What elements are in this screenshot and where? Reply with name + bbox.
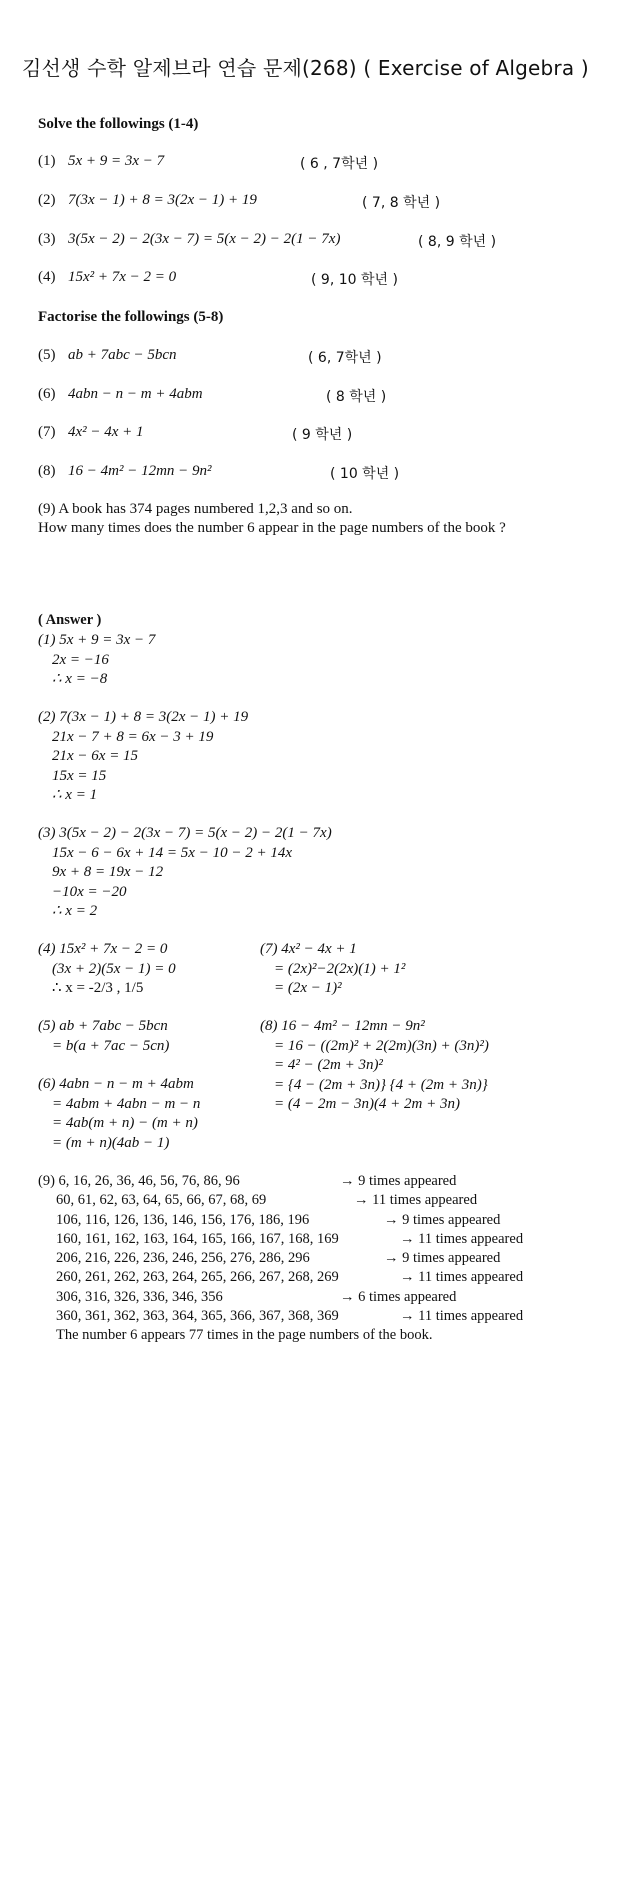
page-number-list: (9) 6, 16, 26, 36, 46, 56, 76, 86, 96 — [38, 1173, 240, 1189]
solve-heading: Solve the followings (1-4) — [38, 116, 199, 132]
answer-line: = (2x)²−2(2x)(1) + 1² — [274, 960, 406, 977]
count-row — [38, 1268, 524, 1287]
page-number-list: 206, 216, 226, 236, 246, 256, 276, 286, 296 — [56, 1250, 310, 1267]
problem-number: (8) — [38, 463, 56, 479]
answer-1 — [38, 631, 155, 690]
answer-line: (2) 7(3x − 1) + 8 = 3(2x − 1) + 19 — [38, 709, 249, 725]
answer-line: (1) 5x + 9 = 3x − 7 — [38, 632, 156, 648]
grade-level: ( 8, 9 학년 ) — [418, 234, 497, 250]
problem-3 — [38, 231, 598, 253]
answer-line: (4) 15x² + 7x − 2 = 0 — [38, 941, 168, 957]
answer-8 — [260, 1017, 489, 1115]
answer-line: (3x + 2)(5x − 1) = 0 — [52, 960, 176, 977]
count-result: → 11 times appeared — [400, 1269, 524, 1286]
answer-line: = (m + n)(4ab − 1) — [52, 1134, 170, 1151]
factor-heading: Factorise the followings (5-8) — [38, 309, 224, 325]
count-result: → 6 times appeared — [340, 1288, 457, 1305]
count-row — [38, 1230, 524, 1249]
problem-expression: 7(3x − 1) + 8 = 3(2x − 1) + 19 — [68, 192, 257, 208]
problem-9-line-2: How many times does the number 6 appear in the page numbers of the book ? — [38, 520, 506, 536]
problem-number: (4) — [38, 269, 56, 285]
answer-line: = b(a + 7ac − 5cn) — [52, 1037, 170, 1054]
grade-level: ( 7, 8 학년 ) — [362, 195, 441, 211]
problem-expression: 15x² + 7x − 2 = 0 — [68, 269, 177, 285]
problem-expression: 16 − 4m² − 12mn − 9n² — [68, 463, 212, 479]
grade-level: ( 9 학년 ) — [292, 427, 353, 443]
answer-line: = {4 − (2m + 3n)} {4 + (2m + 3n)} — [274, 1076, 488, 1093]
answer-line: 15x − 6 − 6x + 14 = 5x − 10 − 2 + 14x — [52, 844, 292, 861]
count-result: → 9 times appeared — [384, 1211, 501, 1228]
answer-line: = (2x − 1)² — [274, 980, 342, 996]
answer-line: 21x − 6x = 15 — [52, 748, 139, 764]
answer-2 — [38, 708, 248, 806]
problem-expression: ab + 7abc − 5bcn — [68, 347, 177, 363]
problem-5 — [38, 347, 598, 369]
page-number-list: 306, 316, 326, 336, 346, 356 — [56, 1288, 223, 1305]
grade-level: ( 8 학년 ) — [326, 389, 387, 405]
count-row — [38, 1307, 524, 1326]
answer-heading: ( Answer ) — [38, 612, 102, 628]
answer-6 — [38, 1075, 200, 1153]
problem-6 — [38, 386, 598, 408]
problem-7 — [38, 424, 598, 446]
answer-line: ∴ x = 2 — [52, 903, 98, 919]
answer-line: (5) ab + 7abc − 5bcn — [38, 1018, 168, 1034]
count-result: → 9 times appeared — [340, 1173, 457, 1189]
answer-9 — [38, 1172, 524, 1346]
answer-line: = 4² − (2m + 3n)² — [274, 1057, 383, 1073]
answer-line: 2x = −16 — [52, 651, 109, 668]
answer-line: = (4 − 2m − 3n)(4 + 2m + 3n) — [274, 1096, 461, 1112]
problem-number: (3) — [38, 231, 56, 247]
problem-number: (2) — [38, 192, 56, 208]
problem-number: (5) — [38, 347, 56, 363]
problem-2 — [38, 192, 598, 214]
answer-line: (3) 3(5x − 2) − 2(3x − 7) = 5(x − 2) − 2(1 − 7x) — [38, 825, 332, 841]
count-result: → 11 times appeared — [400, 1308, 524, 1325]
count-row — [38, 1288, 457, 1307]
answer-line: = 4abm + 4abn − m − n — [52, 1095, 201, 1112]
page-number-list: 160, 161, 162, 163, 164, 165, 166, 167, 168, 169 — [56, 1230, 339, 1247]
answer-line: ∴ x = 1 — [52, 787, 98, 803]
problem-4 — [38, 269, 598, 291]
answer-line: (7) 4x² − 4x + 1 — [260, 941, 357, 957]
answer-3 — [38, 824, 332, 922]
answer-line: ∴ x = −8 — [52, 671, 108, 687]
page-title: 김선생 수학 알제브라 연습 문제(268) ( Exercise of Algebra ) — [22, 56, 589, 80]
count-row — [38, 1249, 501, 1268]
problem-9-line-1: (9) A book has 374 pages numbered 1,2,3 and so on. — [38, 501, 353, 517]
answer-line: 15x = 15 — [52, 767, 107, 784]
grade-level: ( 6 , 7학년 ) — [300, 156, 379, 172]
count-result: → 11 times appeared — [354, 1192, 478, 1209]
problem-number: (7) — [38, 424, 56, 440]
count-result: → 11 times appeared — [400, 1230, 524, 1247]
answer-line: 9x + 8 = 19x − 12 — [52, 864, 164, 880]
problem-1 — [38, 153, 598, 175]
problem-8 — [38, 463, 598, 485]
answer-line: ∴ x = -2/3 , 1/5 — [52, 980, 144, 996]
answer-line: (8) 16 − 4m² − 12mn − 9n² — [260, 1018, 425, 1034]
answer-line: = 4ab(m + n) − (m + n) — [52, 1115, 198, 1131]
conclusion: The number 6 appears 77 times in the page numbers of the book. — [56, 1327, 433, 1344]
problem-expression: 3(5x − 2) − 2(3x − 7) = 5(x − 2) − 2(1 − 7x) — [68, 231, 341, 247]
problem-expression: 4abn − n − m + 4abm — [68, 386, 203, 402]
grade-level: ( 6, 7학년 ) — [308, 350, 382, 366]
grade-level: ( 10 학년 ) — [330, 466, 400, 482]
count-row — [38, 1191, 478, 1210]
answer-line: −10x = −20 — [52, 883, 127, 900]
answer-4 — [38, 940, 176, 999]
answer-7 — [260, 940, 405, 999]
problem-number: (6) — [38, 386, 56, 402]
page-number-list: 106, 116, 126, 136, 146, 156, 176, 186, 196 — [56, 1211, 310, 1228]
problem-expression: 5x + 9 = 3x − 7 — [68, 153, 165, 169]
page-number-list: 360, 361, 362, 363, 364, 365, 366, 367, 368, 369 — [56, 1308, 339, 1325]
page-number-list: 60, 61, 62, 63, 64, 65, 66, 67, 68, 69 — [56, 1192, 267, 1209]
problem-expression: 4x² − 4x + 1 — [68, 424, 144, 440]
answer-line: = 16 − ((2m)² + 2(2m)(3n) + (3n)²) — [274, 1037, 489, 1054]
answer-line: 21x − 7 + 8 = 6x − 3 + 19 — [52, 728, 214, 745]
count-result: → 9 times appeared — [384, 1250, 501, 1267]
answer-5 — [38, 1017, 169, 1056]
grade-level: ( 9, 10 학년 ) — [311, 272, 398, 288]
problem-number: (1) — [38, 153, 56, 169]
count-row — [38, 1211, 501, 1230]
page-number-list: 260, 261, 262, 263, 264, 265, 266, 267, 268, 269 — [56, 1269, 339, 1286]
answer-line: (6) 4abn − n − m + 4abm — [38, 1076, 194, 1092]
count-row — [38, 1172, 457, 1191]
